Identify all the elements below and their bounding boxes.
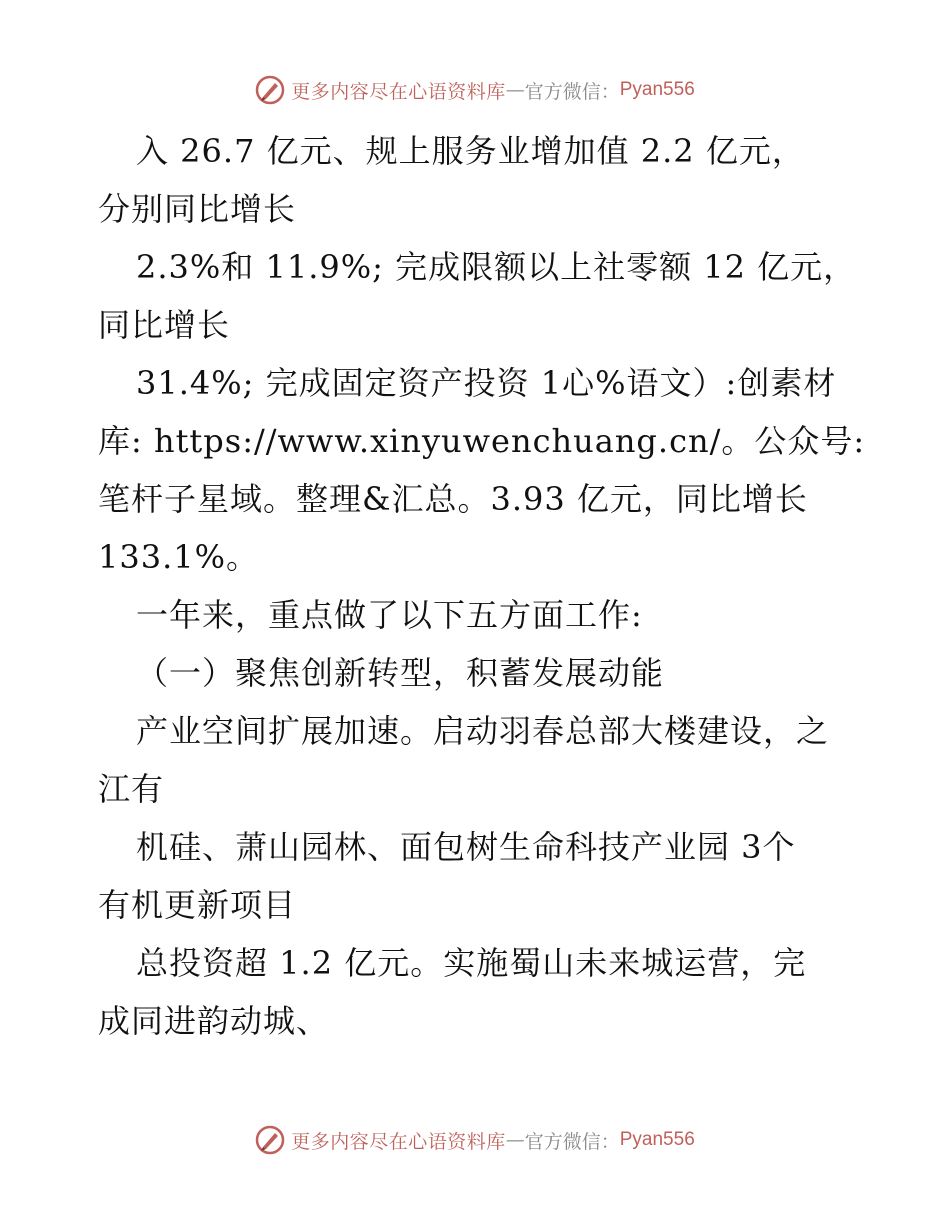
- body-line: 笔杆子星域。整理&汇总。3.93 亿元，同比增长: [98, 480, 808, 518]
- pen-logo-icon: [255, 1125, 285, 1155]
- body-line: 入 26.7 亿元、规上服务业增加值 2.2 亿元，: [136, 132, 805, 170]
- banner-wechat-id: Pyan556: [619, 1129, 695, 1150]
- body-line: 成同进韵动城、: [98, 1002, 330, 1040]
- body-line: 有机更新项目: [98, 886, 297, 924]
- body-line: 31.4%; 完成固定资产投资 1心%语文）:创素材: [136, 364, 837, 402]
- body-line: 产业空间扩展加速。启动羽春总部大楼建设，之: [136, 712, 830, 750]
- body-line: 一年来，重点做了以下五方面工作:: [136, 596, 643, 634]
- body-line: 机硅、萧山园林、面包树生命科技产业园 3个: [136, 828, 796, 866]
- banner-separator: —: [505, 1129, 525, 1151]
- body-line: 同比增长: [98, 306, 231, 344]
- section-heading: （一）聚焦创新转型，积蓄发展动能: [136, 654, 665, 692]
- document-body: [98, 122, 866, 1050]
- body-line: 133.1%。: [98, 538, 260, 576]
- banner-wechat-id: Pyan556: [619, 79, 695, 100]
- banner-brand-text: 更多内容尽在心语资料库: [291, 1130, 506, 1153]
- banner-wechat-label: 官方微信：: [524, 1130, 620, 1153]
- body-line: 2.3%和 11.9%; 完成限额以上社零额 12 亿元，: [136, 248, 857, 286]
- banner-brand-text: 更多内容尽在心语资料库: [291, 80, 506, 103]
- body-line: 分别同比增长: [98, 190, 297, 228]
- footer-banner: [0, 1120, 950, 1160]
- body-line: 江有: [98, 770, 165, 808]
- banner-wechat-label: 官方微信：: [524, 80, 620, 103]
- body-line: 库: https://www.xinyuwenchuang.cn/。公众号:: [98, 422, 866, 460]
- header-banner: [0, 70, 950, 110]
- body-line: 总投资超 1.2 亿元。实施蜀山未来城运营，完: [136, 944, 807, 982]
- banner-separator: —: [505, 79, 525, 101]
- pen-logo-icon: [255, 75, 285, 105]
